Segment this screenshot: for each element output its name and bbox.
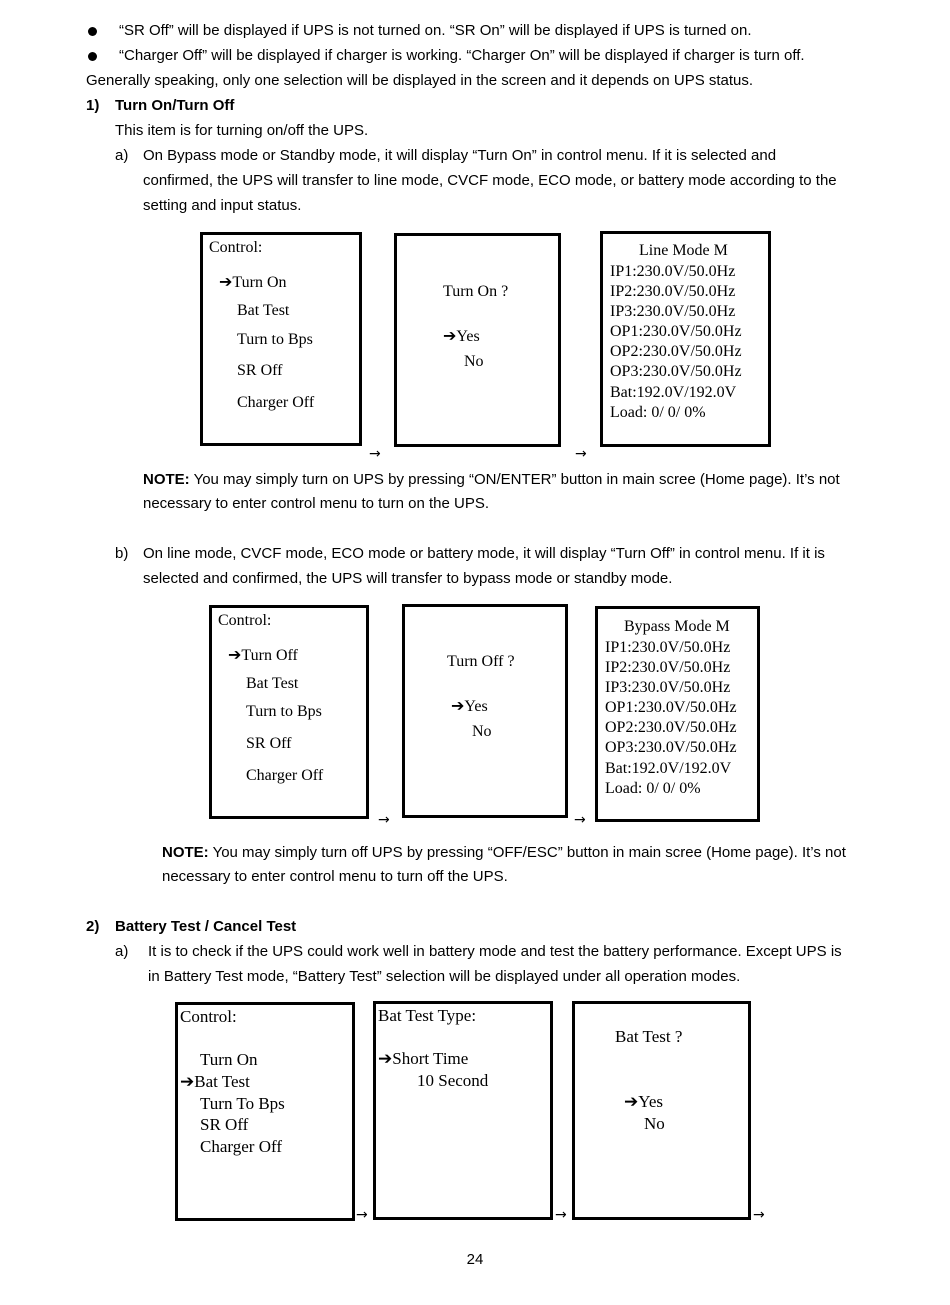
type-option-detail: 10 Second [417, 1071, 489, 1090]
screen-title: Control: [218, 612, 272, 629]
intro-paragraph: Generally speaking, only one selection will be displayed in the screen and it depends on UPS status. [86, 72, 754, 89]
item-text: On line mode, CVCF mode, ECO mode or battery mode, it will display “Turn Off” in control menu. If it is [143, 545, 825, 562]
arrow-icon: → [356, 1207, 368, 1223]
arrow-icon: → [369, 446, 381, 462]
status-line: IP1:230.0V/50.0Hz [605, 639, 731, 656]
section-number: 2) [86, 918, 100, 935]
status-line: Load: 0/ 0/ 0% [605, 780, 701, 797]
arrow-icon: → [378, 812, 390, 828]
status-title: Line Mode M [639, 242, 728, 259]
page-number: 24 [466, 1251, 484, 1268]
item-text: in Battery Test mode, “Battery Test” selection will be displayed under all operation modes. [148, 968, 741, 985]
menu-item: Charger Off [246, 767, 324, 784]
status-line: IP2:230.0V/50.0Hz [605, 659, 731, 676]
menu-item-selected: ➔Turn On [219, 274, 287, 291]
menu-item: SR Off [237, 362, 283, 379]
status-line: OP1:230.0V/50.0Hz [605, 699, 737, 716]
confirm-screen [394, 233, 561, 447]
menu-item: Charger Off [200, 1137, 282, 1156]
status-line: IP2:230.0V/50.0Hz [610, 283, 736, 300]
arrow-icon: → [575, 446, 587, 462]
section-number: 1) [86, 97, 100, 114]
control-menu-screen [209, 605, 369, 819]
confirm-question: Turn On ? [443, 283, 509, 300]
menu-item: SR Off [246, 735, 292, 752]
screen-title: Control: [180, 1007, 237, 1026]
status-line: Bat:192.0V/192.0V [610, 384, 737, 401]
note-text: You may simply turn on UPS by pressing “ON/ENTER” button in main scree (Home page). It’s not [189, 471, 840, 488]
menu-item: Charger Off [237, 394, 315, 411]
confirm-question: Bat Test ? [615, 1027, 683, 1046]
status-screen [595, 606, 760, 822]
menu-item: Turn On [200, 1050, 258, 1069]
note-text: necessary to enter control menu to turn off the UPS. [162, 868, 508, 885]
item-label: a) [115, 943, 129, 960]
status-line: IP1:230.0V/50.0Hz [610, 263, 736, 280]
status-title: Bypass Mode M [624, 618, 730, 635]
note-label: NOTE: [162, 844, 209, 861]
confirm-yes: ➔Yes [624, 1092, 663, 1111]
note-text: necessary to enter control menu to turn on the UPS. [143, 495, 490, 512]
screen-title: Control: [209, 239, 263, 256]
status-line: OP3:230.0V/50.0Hz [605, 739, 737, 756]
control-menu-screen [175, 1002, 355, 1221]
item-label: a) [115, 147, 129, 164]
screen-title: Bat Test Type: [378, 1006, 477, 1025]
status-screen [600, 231, 771, 447]
item-text: On Bypass mode or Standby mode, it will display “Turn On” in control menu. If it is selected and [143, 147, 777, 164]
bullet-dot [88, 27, 97, 36]
status-line: OP1:230.0V/50.0Hz [610, 323, 742, 340]
confirm-yes: ➔Yes [451, 698, 488, 715]
item-text: It is to check if the UPS could work well in battery mode and test the battery performance. Except UPS is [148, 943, 842, 960]
item-text: selected and confirmed, the UPS will transfer to bypass mode or standby mode. [143, 570, 673, 587]
status-line: OP2:230.0V/50.0Hz [610, 343, 742, 360]
note-text: You may simply turn off UPS by pressing “OFF/ESC” button in main scree (Home page). It’s not [208, 844, 846, 861]
menu-item: Turn to Bps [246, 703, 322, 720]
status-line: OP3:230.0V/50.0Hz [610, 363, 742, 380]
menu-item: Bat Test [246, 675, 299, 692]
status-line: IP3:230.0V/50.0Hz [605, 679, 731, 696]
confirm-question: Turn Off ? [447, 653, 515, 670]
section-title: Turn On/Turn Off [115, 97, 235, 114]
menu-item: Turn to Bps [237, 331, 313, 348]
menu-item: Bat Test [237, 302, 290, 319]
bullet-text-charger: “Charger Off” will be displayed if charger is working. “Charger On” will be displayed if charger is turn off. [119, 47, 805, 64]
item-label: b) [115, 545, 129, 562]
arrow-icon: → [753, 1207, 765, 1223]
status-line: IP3:230.0V/50.0Hz [610, 303, 736, 320]
confirm-no: No [464, 353, 484, 370]
menu-item-selected: ➔Turn Off [228, 647, 298, 664]
confirm-no: No [472, 723, 492, 740]
confirm-screen [572, 1001, 751, 1220]
menu-item: Turn To Bps [200, 1094, 285, 1113]
menu-item-selected: ➔Bat Test [180, 1072, 250, 1091]
note-paragraph [162, 843, 846, 863]
arrow-icon: → [555, 1207, 567, 1223]
bat-test-type-screen [373, 1001, 553, 1220]
note-paragraph [143, 470, 840, 490]
bullet-text-sr: “SR Off” will be displayed if UPS is not turned on. “SR On” will be displayed if UPS is turned on. [119, 22, 752, 39]
control-menu-screen [200, 232, 362, 446]
item-text: confirmed, the UPS will transfer to line mode, CVCF mode, ECO mode, or battery mode according to the [143, 172, 837, 189]
confirm-no: No [644, 1114, 665, 1133]
status-line: Load: 0/ 0/ 0% [610, 404, 706, 421]
menu-item: SR Off [200, 1115, 249, 1134]
section-description: This item is for turning on/off the UPS. [115, 122, 369, 139]
type-option-selected: ➔Short Time [378, 1049, 469, 1068]
arrow-icon: → [574, 812, 586, 828]
section-title: Battery Test / Cancel Test [115, 918, 297, 935]
bullet-dot [88, 52, 97, 61]
confirm-yes: ➔Yes [443, 328, 480, 345]
note-label: NOTE: [143, 471, 190, 488]
status-line: Bat:192.0V/192.0V [605, 760, 732, 777]
item-text: setting and input status. [143, 197, 302, 214]
status-line: OP2:230.0V/50.0Hz [605, 719, 737, 736]
confirm-screen [402, 604, 568, 818]
